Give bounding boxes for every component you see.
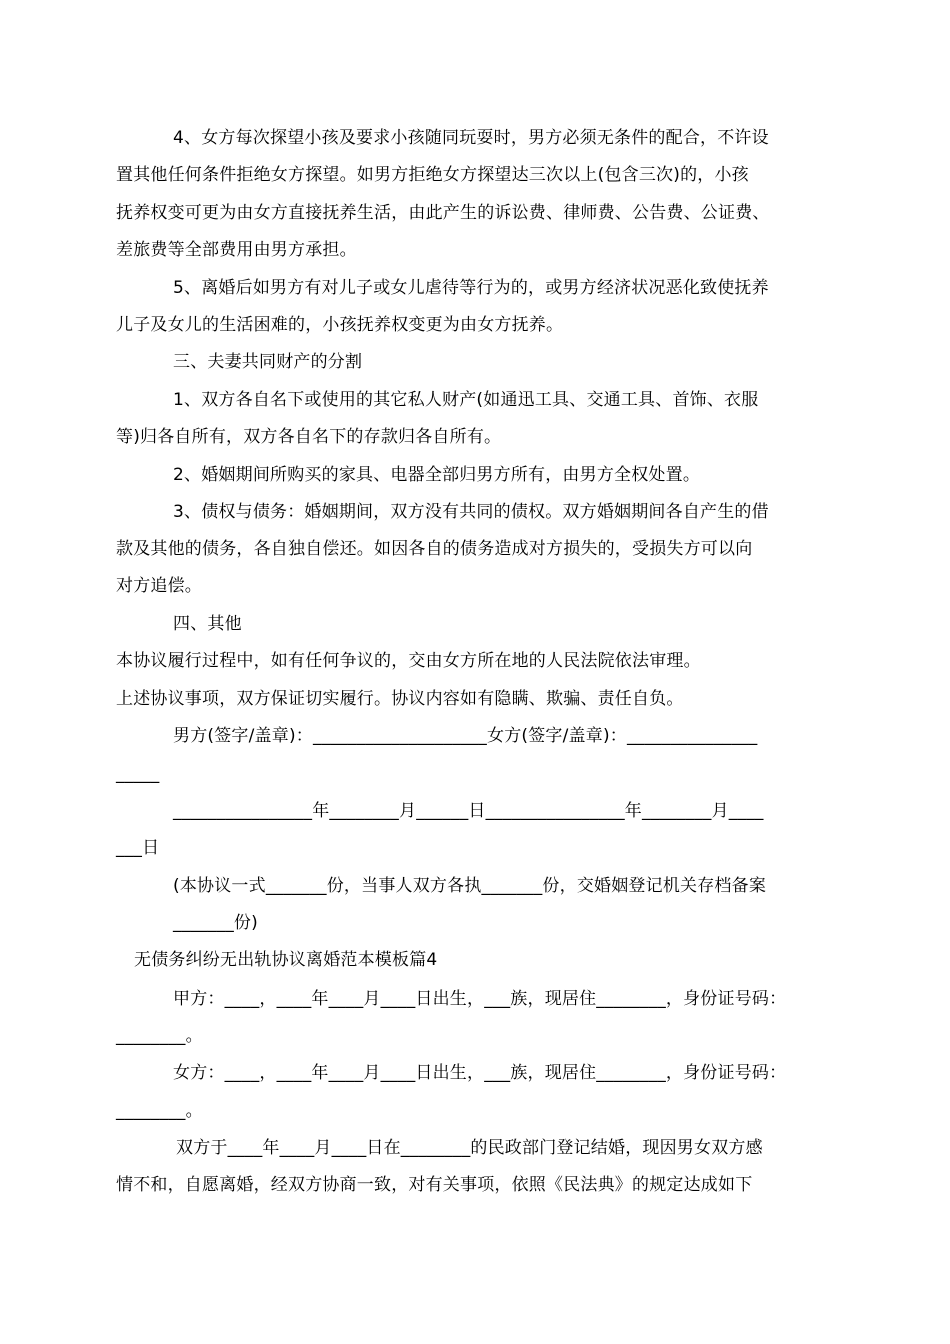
article-title: 无债务纠纷无出轨协议离婚范本模板篇4	[134, 950, 438, 970]
paragraph-line: 2、婚姻期间所购买的家具、电器全部归男方所有，由男方全权处置。	[173, 465, 701, 485]
paragraph-line: 儿子及女儿的生活困难的，小孩抚养权变更为由女方抚养。	[116, 315, 564, 335]
section-heading: 四、其他	[173, 614, 242, 634]
signature-line: _____	[116, 764, 160, 784]
party-b-line: 女方：____，____年____月____日出生，___族，现居住________，身份证号码：	[173, 1063, 787, 1083]
party-b-line: ________。	[116, 1101, 203, 1121]
copies-note: (本协议一式_______份，当事人双方各执_______份，交婚姻登记机关存档备案	[173, 876, 767, 896]
paragraph-line: 对方追偿。	[116, 576, 202, 596]
paragraph-line: 置其他任何条件拒绝女方探望。如男方拒绝女方探望达三次以上(包含三次)的，小孩	[116, 165, 749, 185]
paragraph-line: 情不和，自愿离婚，经双方协商一致，对有关事项，依照《民法典》的规定达成如下	[116, 1175, 753, 1195]
copies-note: _______份)	[173, 913, 258, 933]
paragraph-line: 3、债权与债务：婚姻期间，双方没有共同的债权。双方婚姻期间各自产生的借	[173, 502, 769, 522]
paragraph-line: 本协议履行过程中，如有任何争议的，交由女方所在地的人民法院依法审理。	[116, 651, 701, 671]
section-heading: 三、夫妻共同财产的分割	[173, 352, 363, 372]
paragraph-line: 抚养权变可更为由女方直接抚养生活，由此产生的诉讼费、律师费、公告费、公证费、	[116, 203, 770, 223]
paragraph-line: 等)归各自所有，双方各自名下的存款归各自所有。	[116, 427, 502, 447]
date-line: ________________年________月______日________________年________月____	[173, 801, 764, 821]
paragraph-line: 1、双方各自名下或使用的其它私人财产(如通迅工具、交通工具、首饰、衣服	[173, 390, 759, 410]
paragraph-line: 款及其他的债务，各自独自偿还。如因各自的债务造成对方损失的，受损失方可以向	[116, 539, 753, 559]
paragraph-line: 5、离婚后如男方有对儿子或女儿虐待等行为的，或男方经济状况恶化致使抚养	[173, 278, 769, 298]
signature-line: 男方(签字/盖章)：____________________女方(签字/盖章)：_______________	[173, 726, 758, 746]
party-a-line: ________。	[116, 1026, 203, 1046]
date-line: ___日	[116, 838, 160, 858]
party-a-line: 甲方：____，____年____月____日出生，___族，现居住________，身份证号码：	[173, 989, 787, 1009]
paragraph-line: 双方于____年____月____日在________的民政部门登记结婚，现因男女双方感	[176, 1138, 763, 1158]
paragraph-line: 上述协议事项，双方保证切实履行。协议内容如有隐瞒、欺骗、责任自负。	[116, 689, 684, 709]
paragraph-line: 4、女方每次探望小孩及要求小孩随同玩耍时，男方必须无条件的配合，不许设	[173, 128, 769, 148]
paragraph-line: 差旅费等全部费用由男方承担。	[116, 240, 357, 260]
